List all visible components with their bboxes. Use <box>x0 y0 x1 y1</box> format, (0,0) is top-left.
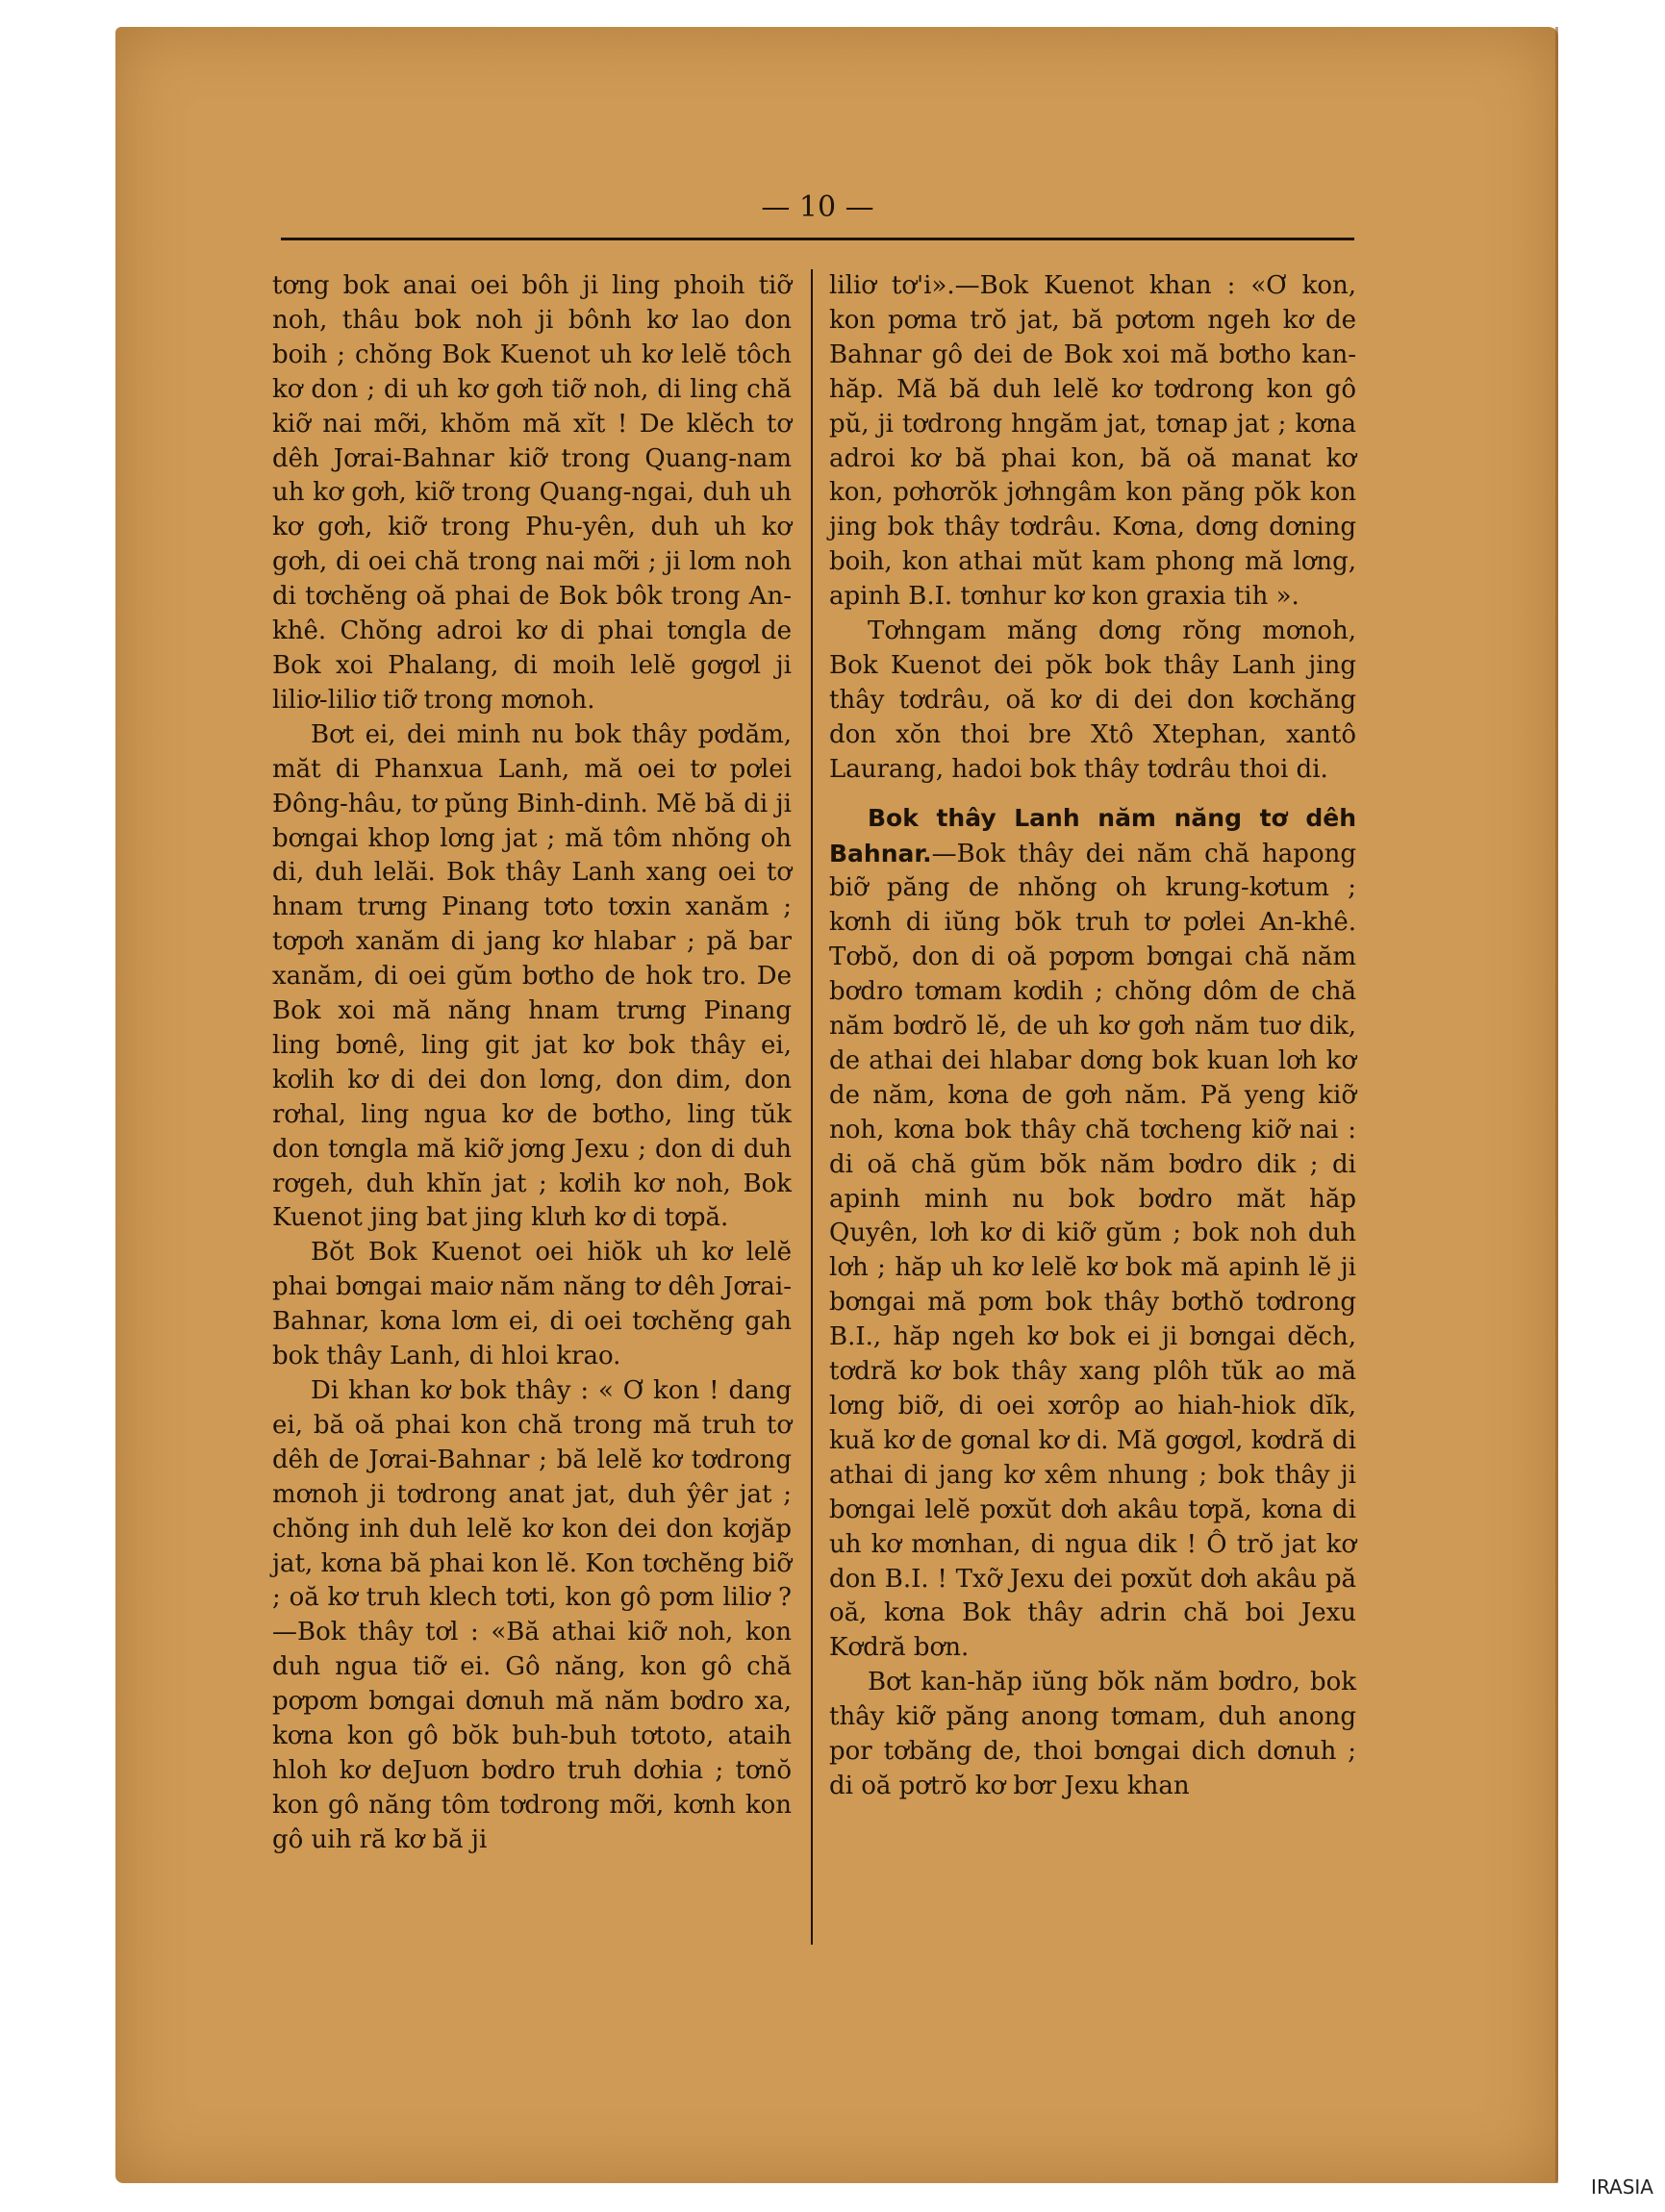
page-fold <box>1555 27 1558 2183</box>
column-divider <box>811 269 813 1945</box>
section-heading: Bok thây Lanh năm năng tơ dêh Bahnar. <box>829 803 1356 867</box>
left-paragraph-3: Bŏt Bok Kuenot oei hiŏk uh kơ lelĕ phai bơngai maiơ năm năng tơ dêh Jơrai-Bahnar, kơna lơm ei, di oei tơchĕng gah bok thây Lanh, di hloi krao. <box>272 1238 792 1371</box>
left-column <box>272 269 792 1858</box>
left-paragraph-2: Bơt ei, dei minh nu bok thây pơdăm, măt di Phanxua Lanh, mă oei tơ pơlei Đông-hâu, tơ pŭng Binh-dinh. Mĕ bă di ji bơngai khop lơng jat ; mă tôm nhŏng oh di, duh lelăi. Bok thây Lanh xang oei tơ hnam trưng Pinang tơto tơxin xanăm ; tơpơh xanăm di jang kơ hlabar ; pă bar xanăm, di oei gŭm bơtho de hok tro. De Bok xoi mă năng hnam trưng Pinang ling bơnê, ling git jat kơ bok thây ei, kơlih kơ di dei don lơng, don dim, don rơhal, ling ngua kơ de bơtho, ling tŭk don tơngla mă kiỡ jơng Jexu ; don di duh rơgeh, duh khĭn jat ; kơlih kơ noh, Bok Kuenot jing bat jing klưh kơ di tơpă. <box>272 719 792 1233</box>
section-body: —Bok thây dei năm chă hapong biỡ păng de nhŏng oh krung-kơtum ; kơnh di iŭng bŏk truh tơ pơlei An-khê. Tơbŏ, don di oă pơpơm bơngai chă năm bơdro tơmam kơdih ; chŏng dôm de chă năm bơdrŏ lĕ, de uh kơ gơh năm tuơ dik, de athai dei hlabar dơng bok kuan lơh kơ de năm, kơna de gơh năm. Pă yeng kiỡ noh, kơna bok thây chă tơcheng kiỡ nai : di oă chă gŭm bŏk năm bơdro dik ; di apinh minh nu bok bơdro măt hăp Quyên, lơh kơ di kiỡ gŭm ; bok noh duh lơh ; hăp uh kơ lelĕ kơ bok mă apinh lĕ ji bơngai mă pơm bok thây bơthŏ tơdrong B.I., hăp ngeh kơ bok ei ji bơngai dĕch, tơdră kơ bok thây xang plôh tŭk ao mă lơng biỡ, di oei xơrôp ao hiah-hiok dĭk, kuă kơ de gơnal kơ di. Mă gơgơl, kơdră di athai di jang kơ xêm nhung ; bok thây ji bơngai lelĕ pơxŭt dơh akâu tơpă, kơna di uh kơ mơnhan, di ngua dik ! Ô trŏ jat kơ don B.I. ! Txỡ Jexu dei pơxŭt dơh akâu pă oă, kơna Bok thây adrin chă boi Jexu Kơdră bơn. <box>829 839 1356 1663</box>
right-column <box>829 269 1356 1804</box>
source-credit: IRASIA <box>1591 2175 1653 2199</box>
right-paragraph-4: Bơt kan-hăp iŭng bŏk năm bơdro, bok thây kiỡ păng anong tơmam, duh anong por tơbăng de, thoi bơngai dich dơnuh ; di oă pơtrŏ kơ bơr Jexu khan <box>829 1668 1356 1800</box>
header-rule <box>281 238 1354 240</box>
left-paragraph-4: Di khan kơ bok thây : « Ơ kon ! dang ei, bă oă phai kon chă trong mă truh tơ dêh de Jơrai-Bahnar ; bă lelĕ kơ tơdrong mơnoh ji tơdrong anat jat, duh ŷêr jat ; chŏng inh duh lelĕ kơ kon dei don kơjăp jat, kơna bă phai kon lĕ. Kon tơchĕng biỡ ; oă kơ truh klech tơti, kon gô pơm liliơ ?—Bok thây tơl : «Bă athai kiỡ noh, kon duh ngua tiỡ ei. Gô năng, kon gô chă pơpơm bơngai dơnuh mă năm bơdro xa, kơna kon gô bŏk buh-buh tơtoto, ataih hloh kơ deJuơn bơdro truh dơhia ; tơnŏ kon gô năng tôm tơdrong mỡi, kơnh kon gô uih ră kơ bă ji <box>272 1376 792 1854</box>
right-paragraph-3 <box>829 801 1356 1667</box>
right-paragraph-1: liliơ tơ'i».—Bok Kuenot khan : «Ơ kon, kon pơma trŏ jat, bă pơtơm ngeh kơ de Bahnar gô dei de Bok xoi mă bơtho kan-hăp. Mă bă duh lelĕ kơ tơdrong kon gô pŭ, ji tơdrong hngăm jat, tơnap jat ; kơna adroi kơ bă phai kon, bă oă manat kơ kon, pơhơrŏk jơhngâm kon păng pŏk kon jing bok thây tơdrâu. Kơna, dơng dơning boih, kon athai mŭt kam phong mă lơng, apinh B.I. tơnhur kơ kon graxia tih ». <box>829 271 1356 612</box>
paragraph-gap <box>829 788 1356 801</box>
page-number: — 10 — <box>761 190 874 224</box>
left-paragraph-1: tơng bok anai oei bôh ji ling phoih tiỡ noh, thâu bok noh ji bônh kơ lao don boih ; chŏng Bok Kuenot uh kơ lelĕ tôch kơ don ; di uh kơ gơh tiỡ noh, di ling chă kiỡ nai mỡi, khŏm mă xĭt ! De klĕch tơ dêh Jơrai-Bahnar kiỡ trong Quang-nam uh kơ gơh, kiỡ trong Quang-ngai, duh uh kơ gơh, kiỡ trong Phu-yên, duh uh kơ gơh, di oei chă trong nai mỡi ; ji lơm noh di tơchĕng oă phai de Bok bôk trong An-khê. Chŏng adroi kơ di phai tơngla de Bok xoi Phalang, di moih lelĕ gơgơl ji liliơ-liliơ tiỡ trong mơnoh. <box>272 271 792 715</box>
right-paragraph-2: Tơhngam măng dơng rŏng mơnoh, Bok Kuenot dei pŏk bok thây Lanh jing thây tơdrâu, oă kơ di dei don kơchăng don xŏn thoi bre Xtô Xtephan, xantô Laurang, hadoi bok thây tơdrâu thoi di. <box>829 616 1356 784</box>
